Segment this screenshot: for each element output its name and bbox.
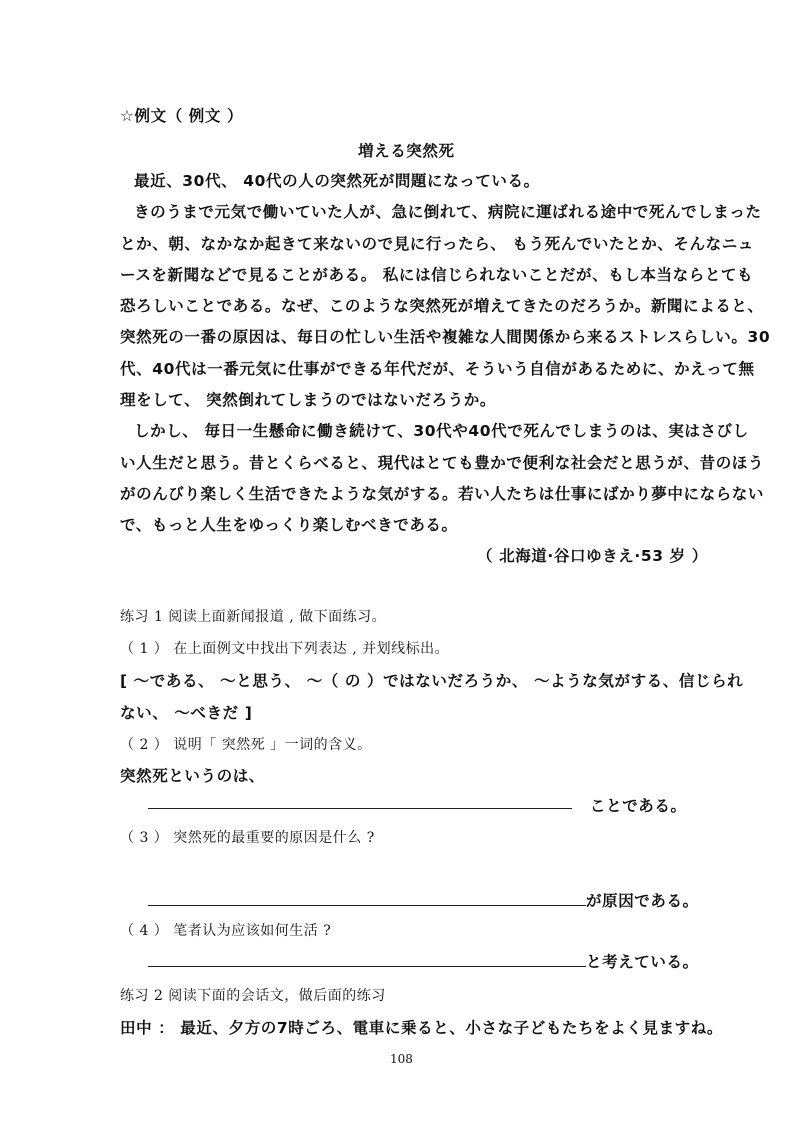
page-number: 108 (390, 1052, 413, 1066)
article-line: 代、40代は一番元気に仕事ができる年代だが、そういう自信があるために、かえって無 (120, 360, 755, 378)
dialog-line: 田中 ： 最近、夕方の7時ごろ、電車に乗ると、小さな子どもたちをよく見ますね。 (120, 1019, 723, 1037)
q4-suffix: と考えている。 (586, 953, 699, 971)
q4-answer-blank[interactable] (148, 966, 586, 967)
article-author: （ 北海道·谷口ゆきえ·53 岁 ） (477, 547, 708, 565)
article-line: とか、朝、なかなか起きて来ないので見に行ったら、 もう死んでいたとか、そんなニュ (120, 235, 754, 253)
article-line: い人生だと思う。昔とくらべると、現代はとても豊かで便利な社会だと思うが、昔のほう (120, 454, 765, 472)
article-line: 理をして、 突然倒れてしまうのではないだろうか。 (120, 391, 496, 409)
article-line: 最近、30代、 40代の人の突然死が問題になっている。 (134, 172, 540, 190)
exercise1-q2: （ 2 ） 说明「 突然死 」一词的含义。 (120, 737, 372, 753)
exercise1-q4: （ 4 ） 笔者认为应该如何生活 ? (120, 923, 332, 939)
q2-answer-blank[interactable] (148, 808, 572, 809)
q2-suffix: ことである。 (590, 797, 687, 815)
q2-prompt: 突然死というのは、 (120, 767, 265, 785)
article-line: ースを新聞などで見ることがある。 私には信じられないことだが、もし本当ならとても (120, 266, 754, 284)
article-line: 恐ろしいことである。なぜ、このような突然死が増えてきたのだろうか。新聞によると、 (120, 297, 764, 315)
article-line: で、もっと人生をゆっくり楽しむべきである。 (120, 516, 458, 534)
exercise1-title: 练习 1 阅读上面新闻报道 , 做下面练习。 (120, 609, 387, 625)
q3-suffix: が原因である。 (586, 892, 699, 910)
article-line: がのんびり楽しく生活できたような気がする。若い人たちは仕事にばかり夢中にならない (120, 485, 765, 503)
article-line: きのうまで元気で働いていた人が、急に倒れて、病院に運ばれる途中で死んでしまった (134, 203, 762, 221)
expressions-list-cont: ない、 ～べきだ ] (120, 704, 253, 722)
article-line: しかし、 毎日一生懸命に働き続けて、30代や40代で死んでしまうのは、実はさびし (134, 422, 749, 440)
article-line: 突然死の一番の原因は、毎日の忙しい生活や複雑な人間関係から来るストレスらしい。30 (120, 328, 771, 346)
exercise1-q3: （ 3 ） 突然死的最重要的原因是什么 ? (120, 830, 375, 846)
q3-answer-blank[interactable] (148, 905, 586, 906)
exercise2-title: 练习 2 阅读下面的会话文，做后面的练习 (120, 988, 386, 1004)
expressions-list: [ ～である、 ～と思う、 ～（ の ）ではないだろうか、 ～ような気がする、信じられ (120, 672, 744, 690)
article-title: 増える突然死 (358, 142, 455, 160)
exercise1-q1: （ 1 ） 在上面例文中找出下列表达 , 并划线标出。 (120, 641, 450, 657)
example-heading: ☆例文（ 例文 ） (120, 107, 244, 125)
